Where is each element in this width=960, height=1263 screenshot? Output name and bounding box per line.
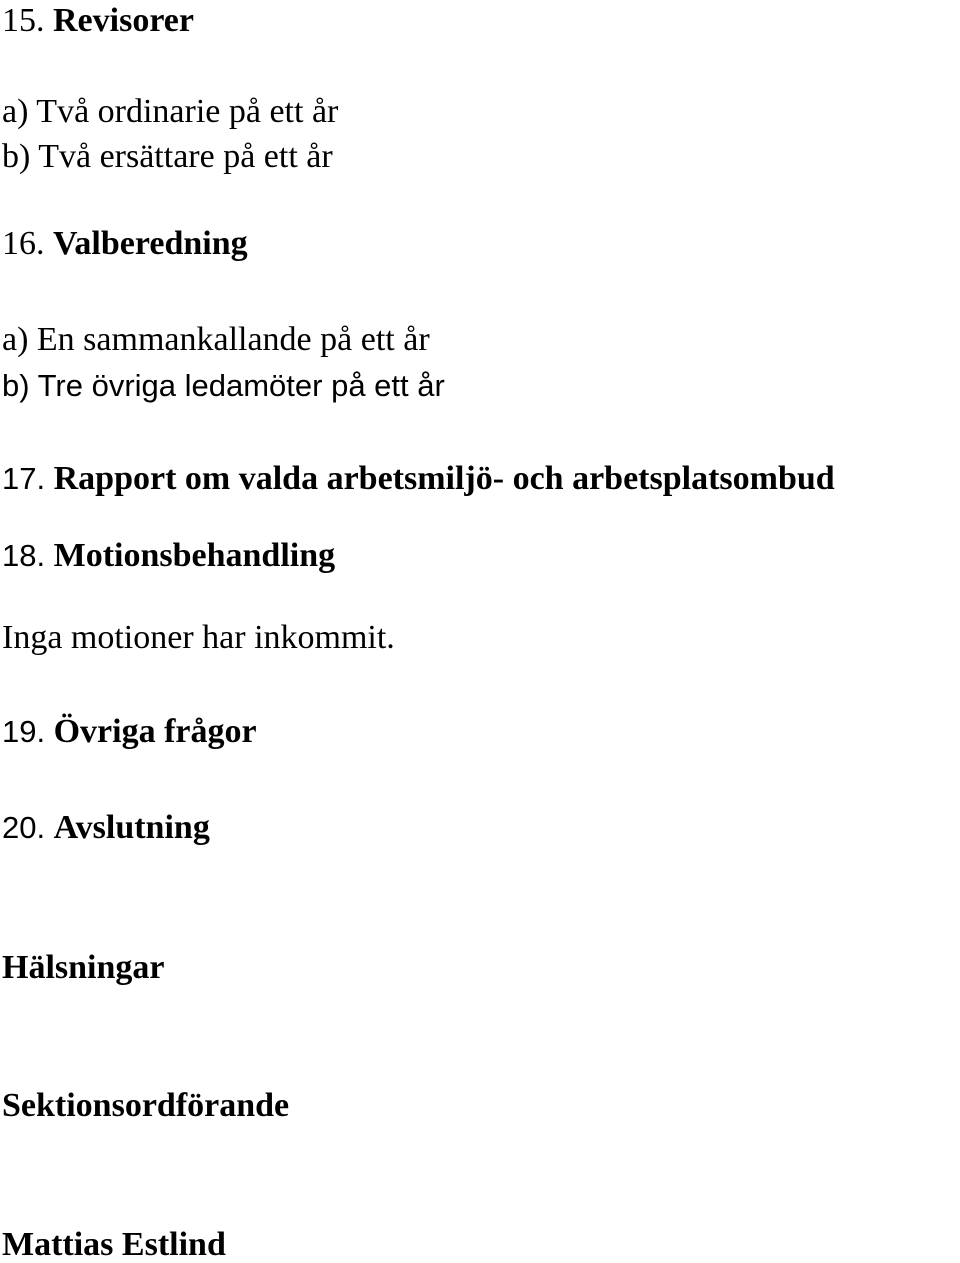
section-title: Rapport om valda arbetsmiljö- och arbetsplatsombud — [53, 460, 835, 497]
list-item: a) En sammankallande på ett år — [2, 321, 430, 358]
list-item: b) Två ersättare på ett år — [2, 138, 333, 175]
section-title: Övriga frågor — [53, 713, 257, 750]
section-16-heading — [2, 227, 248, 261]
section-title: Avslutning — [53, 809, 210, 846]
section-17-heading — [2, 462, 835, 496]
section-20-heading — [2, 811, 210, 845]
section-number: 19. — [2, 714, 46, 749]
section-number: 16. — [2, 225, 45, 262]
section-15-heading — [2, 4, 194, 38]
section-number: 20. — [2, 810, 46, 845]
signatory-name: Mattias Estlind — [2, 1226, 226, 1263]
section-number: 17. — [2, 461, 46, 496]
signatory-role: Sektionsordförande — [2, 1087, 290, 1124]
closing-greeting: Hälsningar — [2, 949, 165, 986]
section-title: Valberedning — [53, 225, 248, 262]
list-item: b) Tre övriga ledamöter på ett år — [2, 368, 445, 403]
section-18-body: Inga motioner har inkommit. — [2, 619, 395, 656]
section-number: 15. — [2, 2, 45, 39]
section-number: 18. — [2, 538, 46, 573]
section-18-heading — [2, 539, 335, 573]
list-item: a) Två ordinarie på ett år — [2, 93, 339, 130]
section-title: Motionsbehandling — [53, 537, 336, 574]
section-19-heading — [2, 715, 257, 749]
section-title: Revisorer — [53, 2, 194, 39]
